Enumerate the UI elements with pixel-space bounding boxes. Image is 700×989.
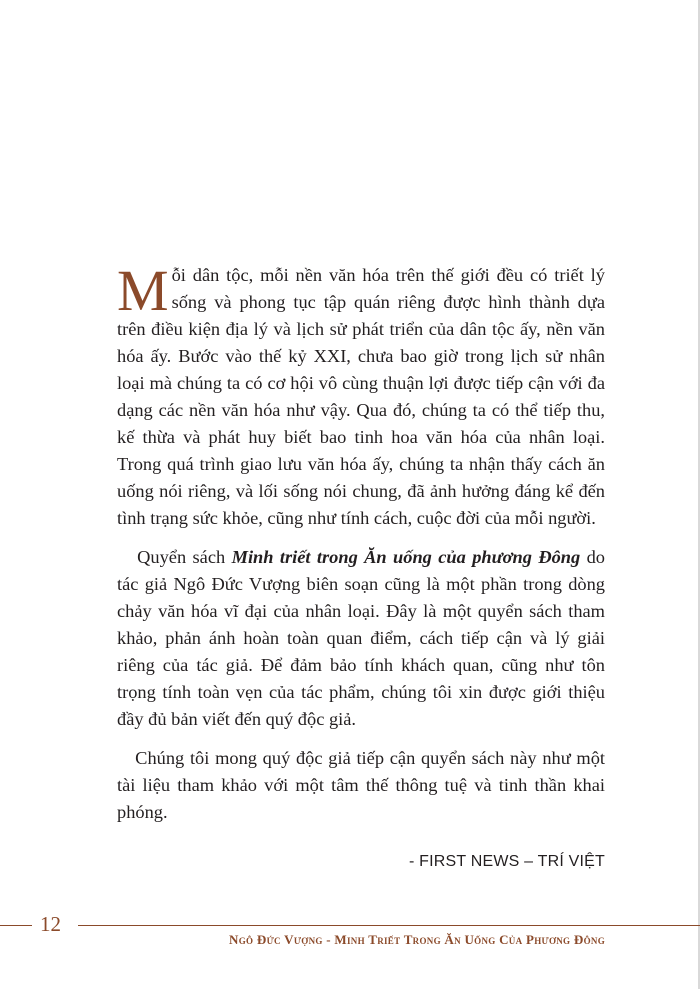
- paragraph-2-lead: Quyển sách: [137, 547, 232, 567]
- running-head: Ngô Đức Vượng - Minh Triết Trong Ăn Uống Của Phương Đông: [229, 932, 605, 947]
- page-number: 12: [40, 912, 61, 936]
- drop-cap: M: [117, 258, 169, 323]
- footer-rule-right: [78, 925, 700, 926]
- paragraph-2: [117, 544, 605, 733]
- preface-body: [117, 258, 606, 838]
- paragraph-3: [117, 745, 605, 826]
- book-title-inline: Minh triết trong Ăn uống của phương Đông: [231, 547, 581, 567]
- paragraph-3-text: Chúng tôi mong quý độc giả tiếp cận quyển sách này như một tài liệu tham khảo với một tâm thế thông tuệ và tinh thần khai phóng.: [117, 748, 606, 822]
- paragraph-2-text: do tác giả Ngô Đức Vượng biên soạn cũng là một phần trong dòng chảy văn hóa vĩ đại của nhân loại. Đây là một quyển sách tham khảo, phản ánh hoàn toàn quan điểm, cách tiếp cận và lý giải riêng của tác giả. Để đảm bảo tính khách quan, cũng như tôn trọng tính toàn vẹn của tác phẩm, chúng tôi xin được giới thiệu đầy đủ bản viết đến quý độc giả.: [117, 547, 605, 729]
- publisher-signature: - FIRST NEWS – TRÍ VIỆT: [408, 853, 605, 870]
- paragraph-1: [117, 258, 605, 532]
- paragraph-1-text: ỗi dân tộc, mỗi nền văn hóa trên thế giới đều có triết lý sống và phong tục tập quán riêng được hình thành dựa trên điều kiện địa lý và lịch sử phát triển của dân tộc ấy, nền văn hóa ấy. Bước vào thế kỷ XXI, chưa bao giờ trong lịch sử nhân loại mà chúng ta có cơ hội vô cùng thuận lợi được tiếp cận với đa dạng các nền văn hóa như vậy. Qua đó, chúng ta có thể tiếp thu, kế thừa và phát huy biết bao tinh hoa văn hóa của nhân loại. Trong quá trình giao lưu văn hóa ấy, chúng ta nhận thấy cách ăn uống nói riêng, và lối sống nói chung, đã ảnh hưởng đáng kể đến tình trạng sức khỏe, cũng như tính cách, cuộc đời của mỗi người.: [117, 265, 605, 528]
- footer-rule-left: [0, 925, 32, 926]
